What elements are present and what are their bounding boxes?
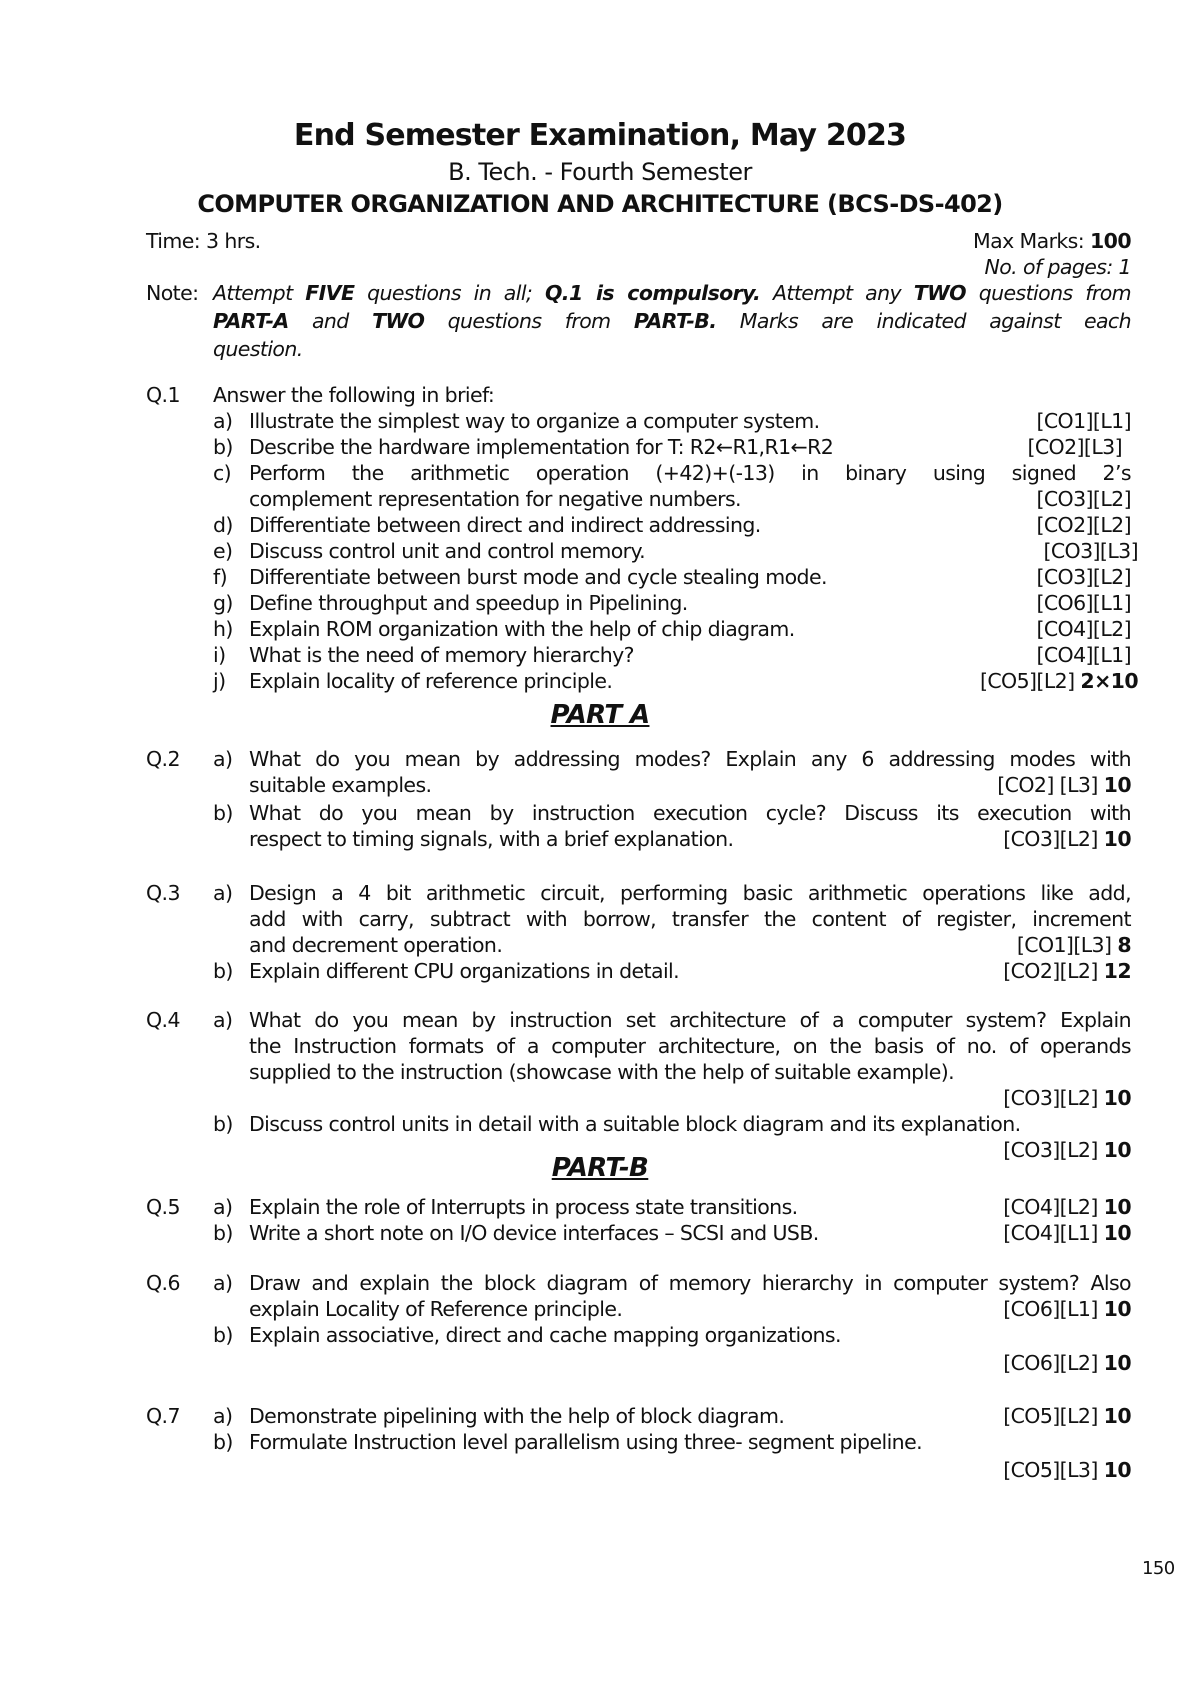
marks: 10 xyxy=(1103,1404,1131,1428)
marks: 10 xyxy=(1103,1086,1131,1110)
co-level: [CO1][L1] xyxy=(1036,409,1131,433)
q4-a-text-line-2: the Instruction formats of a computer architecture, on the basis of no. of operands xyxy=(249,1034,1131,1058)
q1-j-text: Explain locality of reference principle. xyxy=(249,669,613,693)
q6-a-text-line-1: Draw and explain the block diagram of memory hierarchy in computer system? Also xyxy=(249,1271,1131,1295)
co-level: [CO6][L1] 10 xyxy=(1003,1297,1131,1321)
co-level: [CO6][L2] 10 xyxy=(1003,1351,1131,1375)
co-level: [CO1][L3] 8 xyxy=(1016,933,1131,957)
subq-label: a) xyxy=(213,881,233,905)
marks: 10 xyxy=(1103,1458,1131,1482)
q1-g-text: Define throughput and speedup in Pipelining. xyxy=(249,591,688,615)
q1-b-text: Describe the hardware implementation for T: R2←R1,R1←R2 xyxy=(249,435,834,459)
q1-c-text-line-2: complement representation for negative numbers. xyxy=(249,487,741,511)
co-level: [CO3][L2] xyxy=(1036,565,1131,589)
marks: 10 xyxy=(1103,1297,1131,1321)
q2-b-text-line-2: respect to timing signals, with a brief explanation. xyxy=(249,827,734,851)
part-b-heading: PART-B xyxy=(551,1153,649,1183)
subq-label: f) xyxy=(213,565,228,589)
q3-a-text-line-1: Design a 4 bit arithmetic circuit, performing basic arithmetic operations like add, xyxy=(249,881,1131,905)
subq-label: b) xyxy=(213,1430,233,1454)
page-number: 150 xyxy=(1142,1558,1175,1579)
marks: 10 xyxy=(1103,1221,1131,1245)
question-number: Q.1 xyxy=(146,383,180,407)
co-level: [CO5][L2] 2×10 xyxy=(979,669,1138,693)
question-number: Q.5 xyxy=(146,1195,180,1219)
co-level: [CO3][L2] xyxy=(1036,487,1131,511)
time-label: Time: 3 hrs. xyxy=(146,229,261,253)
subq-label: b) xyxy=(213,1221,233,1245)
co-level: [CO3][L2] 10 xyxy=(1003,1086,1131,1110)
co-level: [CO2] [L3] 10 xyxy=(997,773,1131,797)
q3-a-text-line-3: and decrement operation. xyxy=(249,933,503,957)
subq-label: b) xyxy=(213,1112,233,1136)
subq-label: h) xyxy=(213,617,233,641)
co-level: [CO3][L2] 10 xyxy=(1003,827,1131,851)
subq-label: d) xyxy=(213,513,233,537)
marks: 10 xyxy=(1103,773,1131,797)
q4-b-text: Discuss control units in detail with a suitable block diagram and its explanation. xyxy=(249,1112,1021,1136)
subq-label: a) xyxy=(213,1195,233,1219)
co-level: [CO2][L2] xyxy=(1036,513,1131,537)
subq-label: j) xyxy=(213,669,226,693)
q7-b-text: Formulate Instruction level parallelism using three- segment pipeline. xyxy=(249,1430,922,1454)
subq-label: e) xyxy=(213,539,233,563)
q6-b-text: Explain associative, direct and cache mapping organizations. xyxy=(249,1323,841,1347)
q1-d-text: Differentiate between direct and indirect addressing. xyxy=(249,513,761,537)
subq-label: a) xyxy=(213,747,233,771)
co-level: [CO4][L1] 10 xyxy=(1003,1221,1131,1245)
co-level: [CO5][L2] 10 xyxy=(1003,1404,1131,1428)
subq-label: a) xyxy=(213,1008,233,1032)
co-level: [CO3][L2] 10 xyxy=(1003,1138,1131,1162)
co-level: [CO5][L3] 10 xyxy=(1003,1458,1131,1482)
exam-title: End Semester Examination, May 2023 xyxy=(293,118,907,153)
note-line-3: question. xyxy=(213,337,303,361)
q1-intro: Answer the following in brief: xyxy=(213,383,495,407)
co-level: [CO6][L1] xyxy=(1036,591,1131,615)
subq-label: b) xyxy=(213,1323,233,1347)
question-number: Q.6 xyxy=(146,1271,180,1295)
note-line-2: PART-A and TWO questions from PART-B. Marks are indicated against each xyxy=(213,309,1131,333)
marks: 10 xyxy=(1103,827,1131,851)
part-a-heading: PART A xyxy=(550,700,650,730)
subq-label: g) xyxy=(213,591,233,615)
subq-label: b) xyxy=(213,801,233,825)
subq-label: a) xyxy=(213,1404,233,1428)
q2-a-text-line-2: suitable examples. xyxy=(249,773,432,797)
q6-a-text-line-2: explain Locality of Reference principle. xyxy=(249,1297,623,1321)
question-number: Q.2 xyxy=(146,747,180,771)
q1-e-text: Discuss control unit and control memory. xyxy=(249,539,646,563)
q1-h-text: Explain ROM organization with the help of chip diagram. xyxy=(249,617,795,641)
co-level: [CO4][L2] xyxy=(1036,617,1131,641)
q4-a-text-line-3: supplied to the instruction (showcase with the help of suitable example). xyxy=(249,1060,955,1084)
program-line: B. Tech. - Fourth Semester xyxy=(448,158,752,186)
subq-label: c) xyxy=(213,461,232,485)
q1-i-text: What is the need of memory hierarchy? xyxy=(249,643,634,667)
co-level: [CO4][L1] xyxy=(1036,643,1131,667)
note-line-1: Attempt FIVE questions in all; Q.1 is compulsory. Attempt any TWO questions from xyxy=(213,281,1132,305)
co-level: [CO2][L3] xyxy=(1027,435,1122,459)
q4-a-text-line-1: What do you mean by instruction set architecture of a computer system? Explain xyxy=(249,1008,1131,1032)
question-number: Q.3 xyxy=(146,881,180,905)
max-marks: Max Marks: 100 xyxy=(973,229,1131,253)
co-level: [CO2][L2] 12 xyxy=(1003,959,1131,983)
course-title: COMPUTER ORGANIZATION AND ARCHITECTURE (BCS-DS-402) xyxy=(197,190,1003,218)
q2-a-text-line-1: What do you mean by addressing modes? Explain any 6 addressing modes with xyxy=(249,747,1131,771)
subq-label: a) xyxy=(213,409,233,433)
marks: 10 xyxy=(1103,1195,1131,1219)
page-count: No. of pages: 1 xyxy=(984,255,1131,279)
marks: 12 xyxy=(1103,959,1131,983)
note-label: Note: xyxy=(146,281,199,305)
question-number: Q.7 xyxy=(146,1404,180,1428)
q5-a-text: Explain the role of Interrupts in process state transitions. xyxy=(249,1195,798,1219)
co-level: [CO3][L3] xyxy=(1043,539,1138,563)
q5-b-text: Write a short note on I/O device interfaces – SCSI and USB. xyxy=(249,1221,819,1245)
q2-b-text-line-1: What do you mean by instruction execution cycle? Discuss its execution with xyxy=(249,801,1131,825)
marks: 10 xyxy=(1103,1138,1131,1162)
subq-label: b) xyxy=(213,959,233,983)
q3-b-text: Explain different CPU organizations in detail. xyxy=(249,959,680,983)
marks: 10 xyxy=(1103,1351,1131,1375)
subq-label: i) xyxy=(213,643,226,667)
q7-a-text: Demonstrate pipelining with the help of block diagram. xyxy=(249,1404,785,1428)
marks: 2×10 xyxy=(1080,669,1138,693)
question-number: Q.4 xyxy=(146,1008,180,1032)
q1-c-text-line-1: Perform the arithmetic operation (+42)+(-13) in binary using signed 2’s xyxy=(249,461,1131,485)
marks: 8 xyxy=(1117,933,1131,957)
subq-label: b) xyxy=(213,435,233,459)
q3-a-text-line-2: add with carry, subtract with borrow, transfer the content of register, increment xyxy=(249,907,1131,931)
max-marks-value: 100 xyxy=(1090,229,1131,253)
co-level: [CO4][L2] 10 xyxy=(1003,1195,1131,1219)
subq-label: a) xyxy=(213,1271,233,1295)
q1-f-text: Differentiate between burst mode and cycle stealing mode. xyxy=(249,565,827,589)
q1-a-text: Illustrate the simplest way to organize a computer system. xyxy=(249,409,820,433)
